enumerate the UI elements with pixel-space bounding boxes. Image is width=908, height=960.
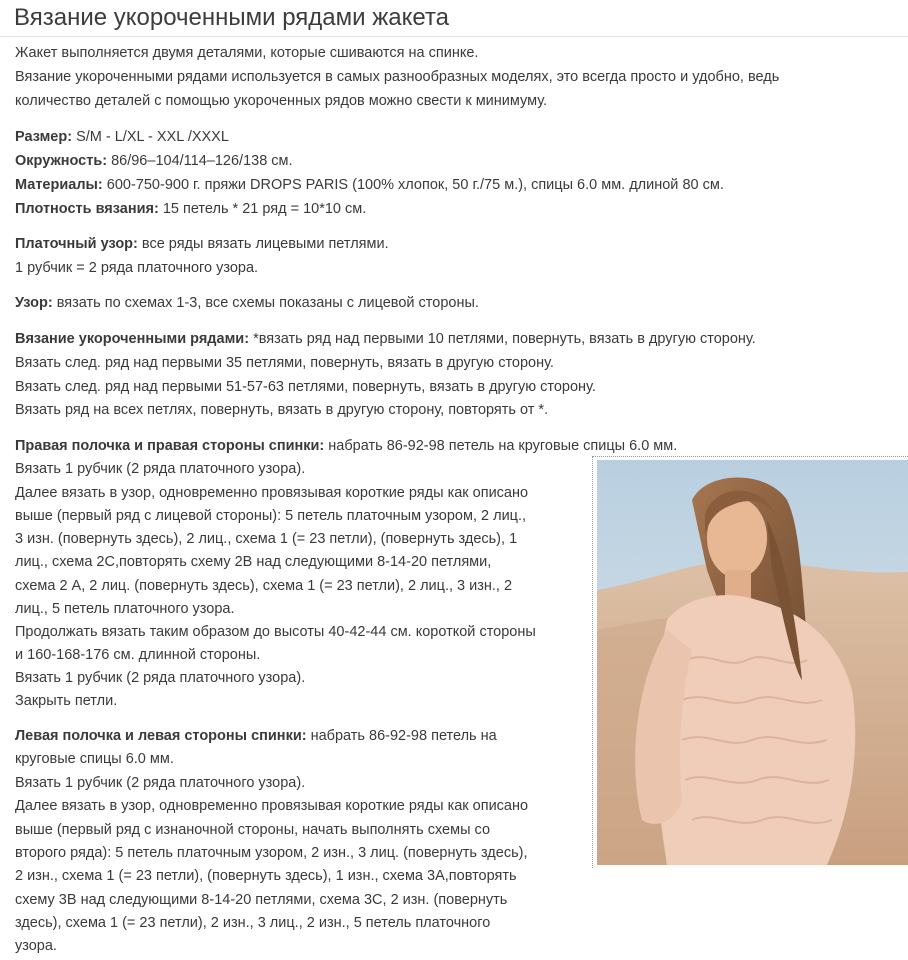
- right-part-line: 3 изн. (повернуть здесь), 2 лиц., схема 1 (= 23 петли), (повернуть здесь), 1: [15, 531, 518, 547]
- left-part-line: 2 изн., схема 1 (= 23 петли), (повернуть здесь), 1 изн., схема 3А,повторять: [15, 868, 517, 884]
- intro-line: Вязание укороченными рядами используется в самых разнообразных моделях, это всегда просто и удобно, ведь: [15, 69, 780, 85]
- spec-label: Плотность вязания:: [15, 201, 159, 217]
- section-value: набрать 86-92-98 петель на круговые спицы 6.0 мм.: [324, 438, 678, 454]
- garter-rib: 1 рубчик = 2 ряда платочного узора.: [15, 260, 259, 276]
- section-value: набрать 86-92-98 петель на: [306, 728, 497, 744]
- section-value: все ряды вязать лицевыми петлями.: [137, 236, 389, 252]
- right-part-line: схема 2 А, 2 лиц. (повернуть здесь), схема 1 (= 23 петли), 2 лиц., 3 изн., 2: [15, 578, 513, 594]
- section-label: Правая полочка и правая стороны спинки:: [15, 438, 325, 454]
- title-divider: [0, 36, 908, 37]
- section-label: Левая полочка и левая стороны спинки:: [15, 728, 307, 744]
- garter-stitch: [15, 233, 389, 256]
- left-part-line: схему 3В над следующими 8-14-20 петлями, схема 3С, 2 изн. (повернуть: [15, 892, 508, 908]
- spec-size: [15, 126, 229, 149]
- spec-value: 600-750-900 г. пряжи DROPS PARIS (100% хлопок, 50 г./75 м.), спицы 6.0 мм. длиной 80 см.: [102, 177, 724, 193]
- spec-density: [15, 198, 366, 221]
- left-part-line: круговые спицы 6.0 мм.: [15, 751, 174, 767]
- left-part-line: второго ряда): 5 петель платочным узором, 2 изн., 3 лиц. (повернуть здесь),: [15, 845, 528, 861]
- right-part-line: лиц., 5 петель платочного узора.: [15, 601, 235, 617]
- left-part-line: здесь), схема 1 (= 23 петли), 2 изн., 3 лиц., 2 изн., 5 петель платочного: [15, 915, 491, 931]
- short-rows-line: Вязать след. ряд над первыми 35 петлями, повернуть, вязать в другую сторону.: [15, 355, 554, 371]
- spec-label: Окружность:: [15, 153, 108, 169]
- model-photo: [597, 460, 908, 865]
- pattern-note: [15, 292, 479, 315]
- spec-value: 15 петель * 21 ряд = 10*10 см.: [158, 201, 367, 217]
- section-value: *вязать ряд над первыми 10 петлями, повернуть, вязать в другую сторону.: [249, 331, 756, 347]
- intro-line: Жакет выполняется двумя деталями, которые сшиваются на спинке.: [15, 45, 479, 61]
- left-part-line: Вязать 1 рубчик (2 ряда платочного узора).: [15, 775, 306, 791]
- spec-value: S/M - L/XL - XXL /XXXL: [72, 129, 229, 145]
- right-part-heading: [15, 435, 677, 458]
- right-part-line: лиц., схема 2С,повторять схему 2В над следующими 8-14-20 петлями,: [15, 554, 492, 570]
- spec-label: Размер:: [15, 129, 73, 145]
- short-rows-heading: [15, 328, 756, 351]
- intro-line: количество деталей с помощью укороченных рядов можно свести к минимуму.: [15, 93, 548, 109]
- spec-value: 86/96–104/114–126/138 см.: [107, 153, 293, 169]
- left-part-heading: [15, 725, 497, 748]
- section-label: Узор:: [15, 295, 53, 311]
- spec-girth: [15, 150, 293, 173]
- short-rows-line: Вязать след. ряд над первыми 51-57-63 петлями, повернуть, вязать в другую сторону.: [15, 379, 596, 395]
- left-part-line: узора.: [15, 938, 57, 954]
- right-part-line: Далее вязать в узор, одновременно провязывая короткие ряды как описано: [15, 485, 529, 501]
- right-part-line: Закрыть петли.: [15, 693, 118, 709]
- page-title: Вязание укороченными рядами жакета: [14, 4, 450, 31]
- right-part-line: Вязать 1 рубчик (2 ряда платочного узора).: [15, 461, 306, 477]
- left-part-line: Далее вязать в узор, одновременно провязывая короткие ряды как описано: [15, 798, 529, 814]
- spec-materials: [15, 174, 724, 197]
- left-part-line: выше (первый ряд с изнаночной стороны, начать выполнять схемы со: [15, 822, 491, 838]
- right-part-line: Продолжать вязать таким образом до высоты 40-42-44 см. короткой стороны: [15, 624, 536, 640]
- spec-label: Материалы:: [15, 177, 103, 193]
- section-label: Платочный узор:: [15, 236, 138, 252]
- right-part-line: выше (первый ряд с лицевой стороны): 5 петель платочным узором, 2 лиц.,: [15, 508, 527, 524]
- right-part-line: и 160-168-176 см. длинной стороны.: [15, 647, 261, 663]
- section-label: Вязание укороченными рядами:: [15, 331, 250, 347]
- section-value: вязать по схемах 1-3, все схемы показаны с лицевой стороны.: [52, 295, 479, 311]
- short-rows-line: Вязать ряд на всех петлях, повернуть, вязать в другую сторону, повторять от *.: [15, 402, 549, 418]
- right-part-line: Вязать 1 рубчик (2 ряда платочного узора).: [15, 670, 306, 686]
